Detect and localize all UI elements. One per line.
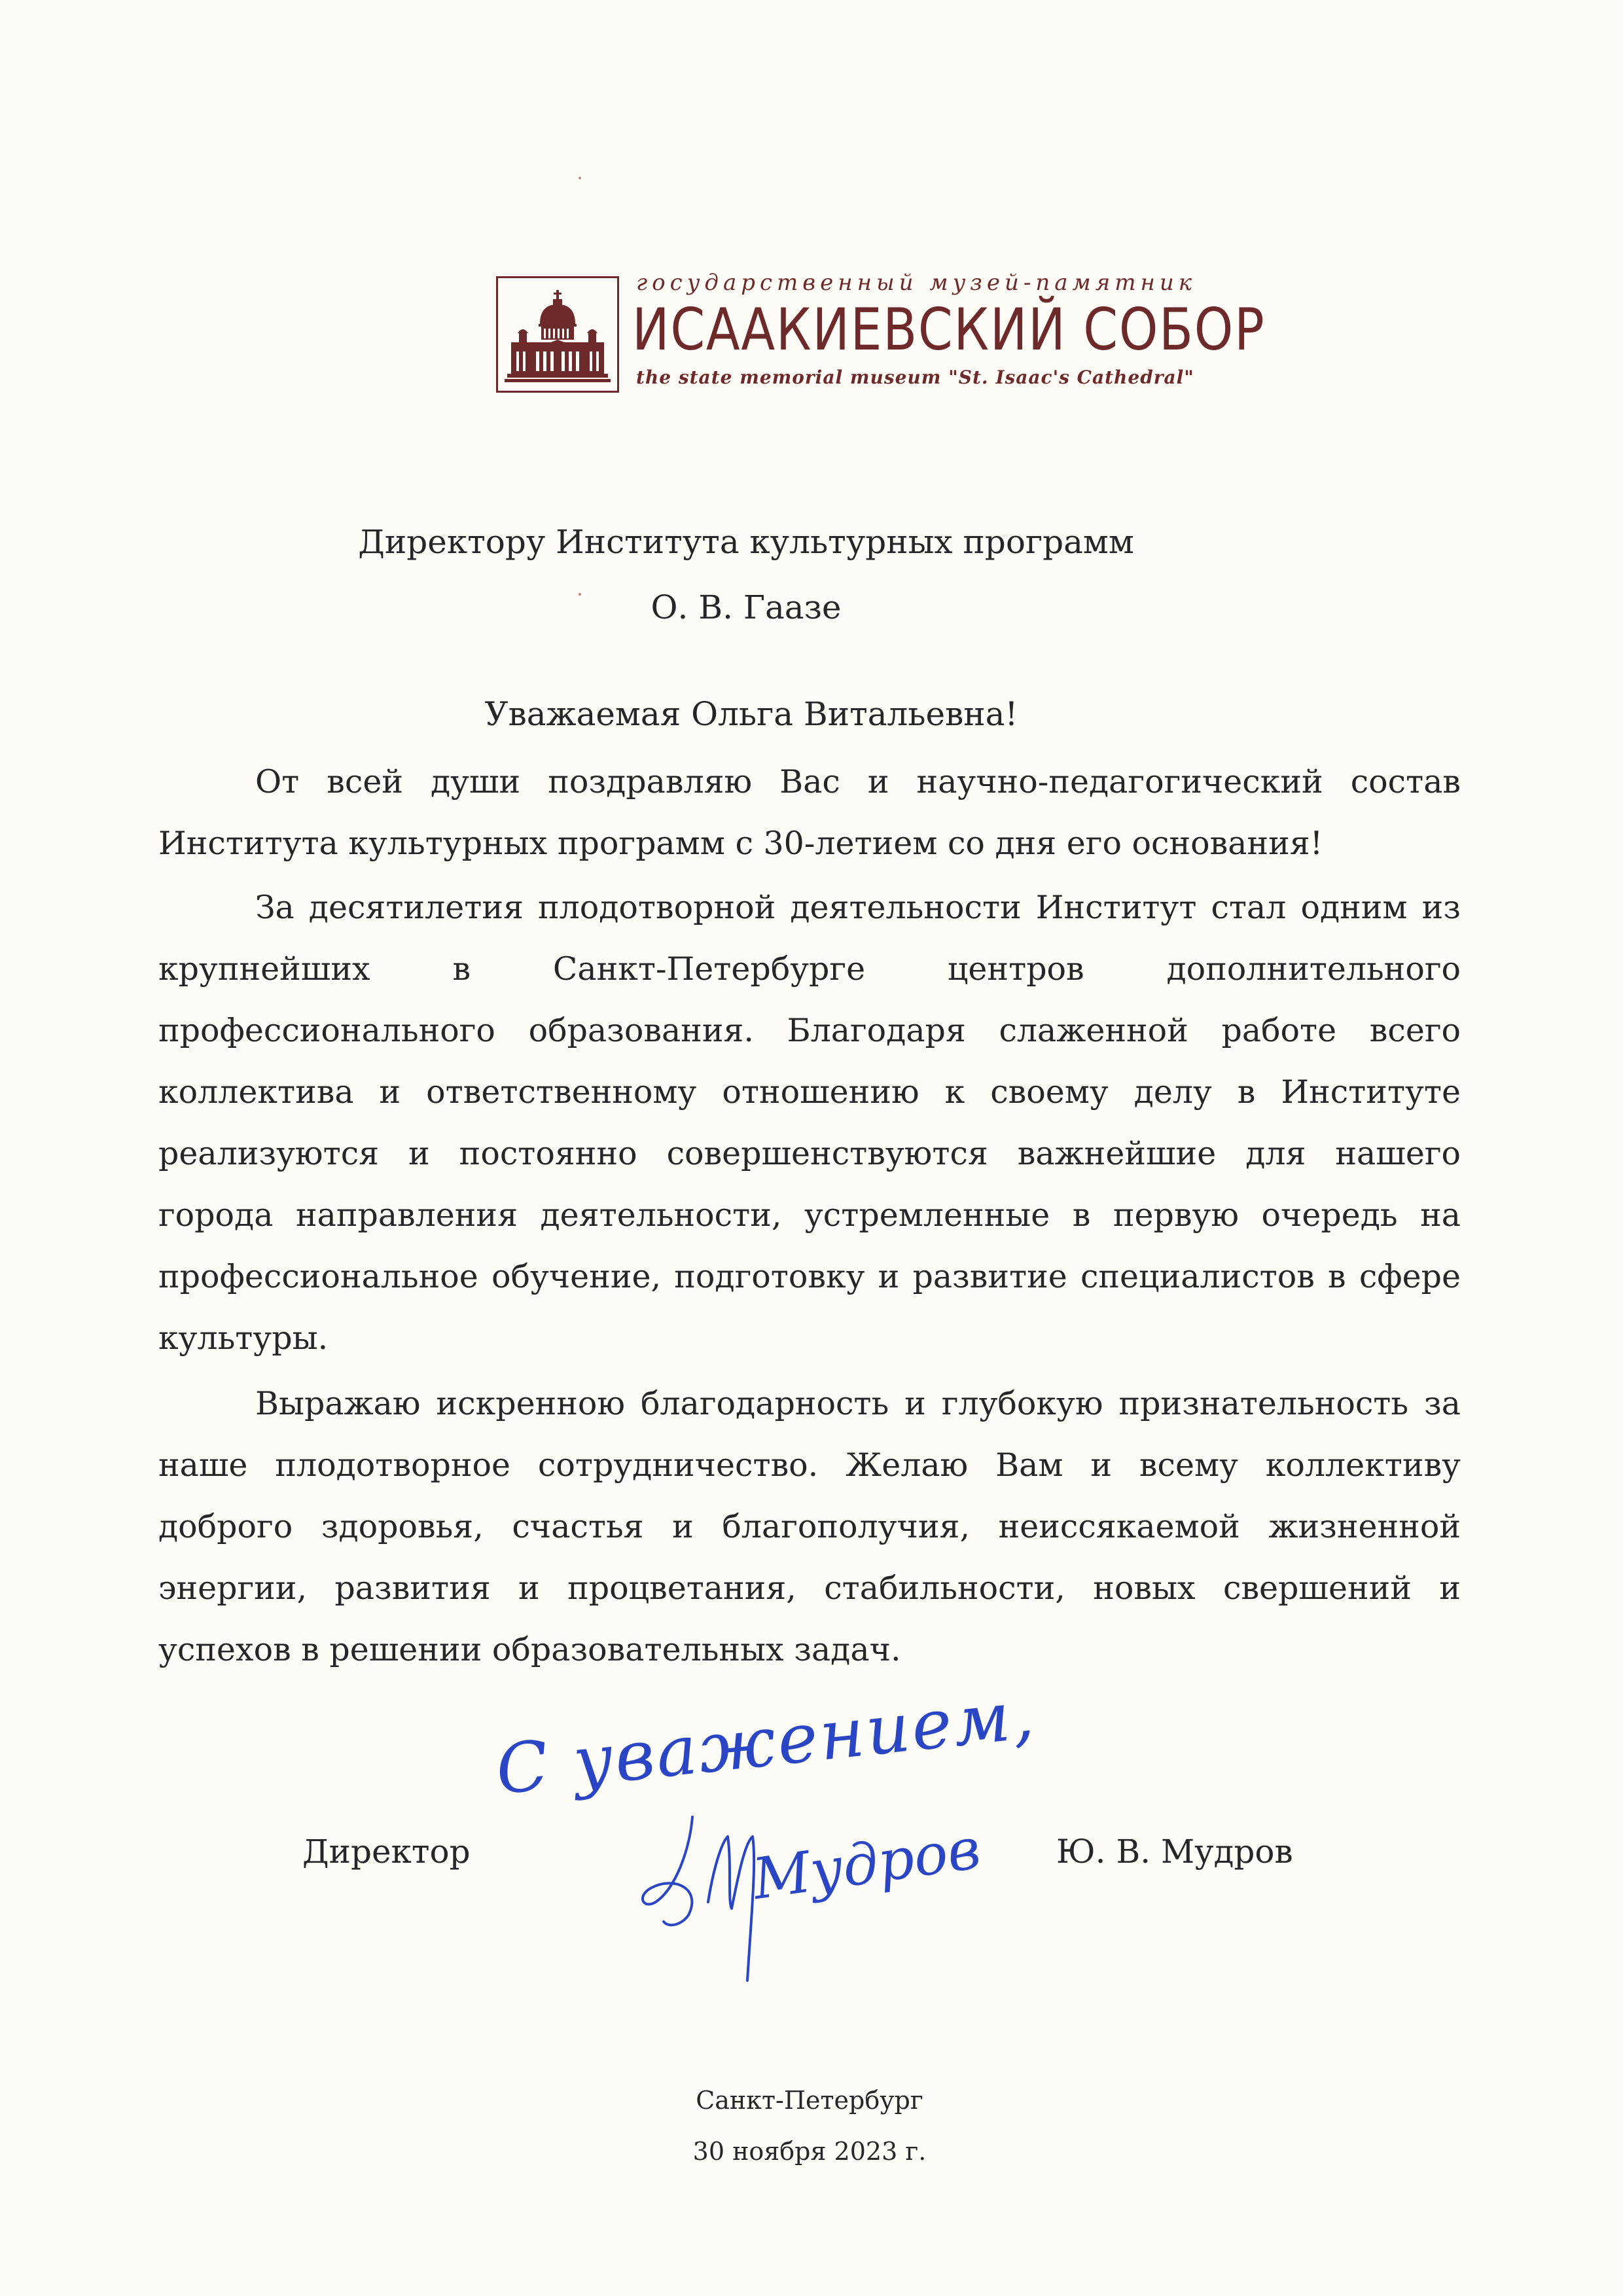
- body-paragraph-2: За десятилетия плодотворной деятельности Институт стал одним из крупнейших в Санкт-Петербурге центров дополнительного профессионального образования. Благодаря слаженной работе всего коллектива и ответственному отношению к своему делу в Институте реализуются и постоянно совершенствуются важнейшие для нашего города направления деятельности, устремленные в первую очередь на профессиональное обучение, подготовку и развитие специалистов в сфере культуры.: [158, 889, 1461, 1357]
- signature: [630, 1791, 985, 1994]
- signature-text: Мудров: [749, 1816, 985, 1913]
- body-paragraph-3: Выражаю искренною благодарность и глубокую признательность за наше плодотворное сотрудничество. Желаю Вам и всему коллективу доброго здоровья, счастья и благополучия, неиссякаемой жизненной энергии, развития и процветания, стабильности, новых свершений и успехов в решении образовательных задач.: [158, 1385, 1461, 1668]
- letterhead-title: ИСААКИЕВСКИЙ СОБОР: [632, 296, 1266, 363]
- addressee-block: [0, 509, 1623, 640]
- signer-title: Директор: [302, 1833, 471, 1871]
- cathedral-icon: [502, 282, 613, 387]
- paper-speck: [579, 177, 581, 179]
- regards-text: С уважением,: [492, 1674, 1039, 1810]
- salutation: Уважаемая Ольга Витальевна!: [484, 695, 1018, 733]
- body-paragraph-1: От всей души поздравляю Вас и научно-педагогический состав Института культурных программ с 30-летием со дня его основания!: [158, 763, 1461, 862]
- letterhead: [496, 270, 1266, 394]
- paper-speck: [579, 593, 581, 596]
- addressee-name: О. В. Гаазе: [651, 588, 842, 626]
- museum-logo: [496, 276, 619, 393]
- letterhead-english: the state memorial museum "St. Isaac's Cathedral": [636, 367, 1194, 388]
- footer-date: 30 ноября 2023 г.: [692, 2137, 927, 2166]
- signer-name: Ю. В. Мудров: [1056, 1833, 1293, 1871]
- footer-city: Санкт-Петербург: [696, 2086, 923, 2115]
- salutation-line: [0, 695, 1623, 733]
- letterhead-subtitle: государственный музей-памятник: [636, 270, 1197, 296]
- addressee-position: Директору Института культурных программ: [358, 523, 1134, 561]
- handwritten-regards: [490, 1674, 1039, 1810]
- letter-footer: [0, 2075, 1623, 2177]
- letter-body: [158, 751, 1461, 1681]
